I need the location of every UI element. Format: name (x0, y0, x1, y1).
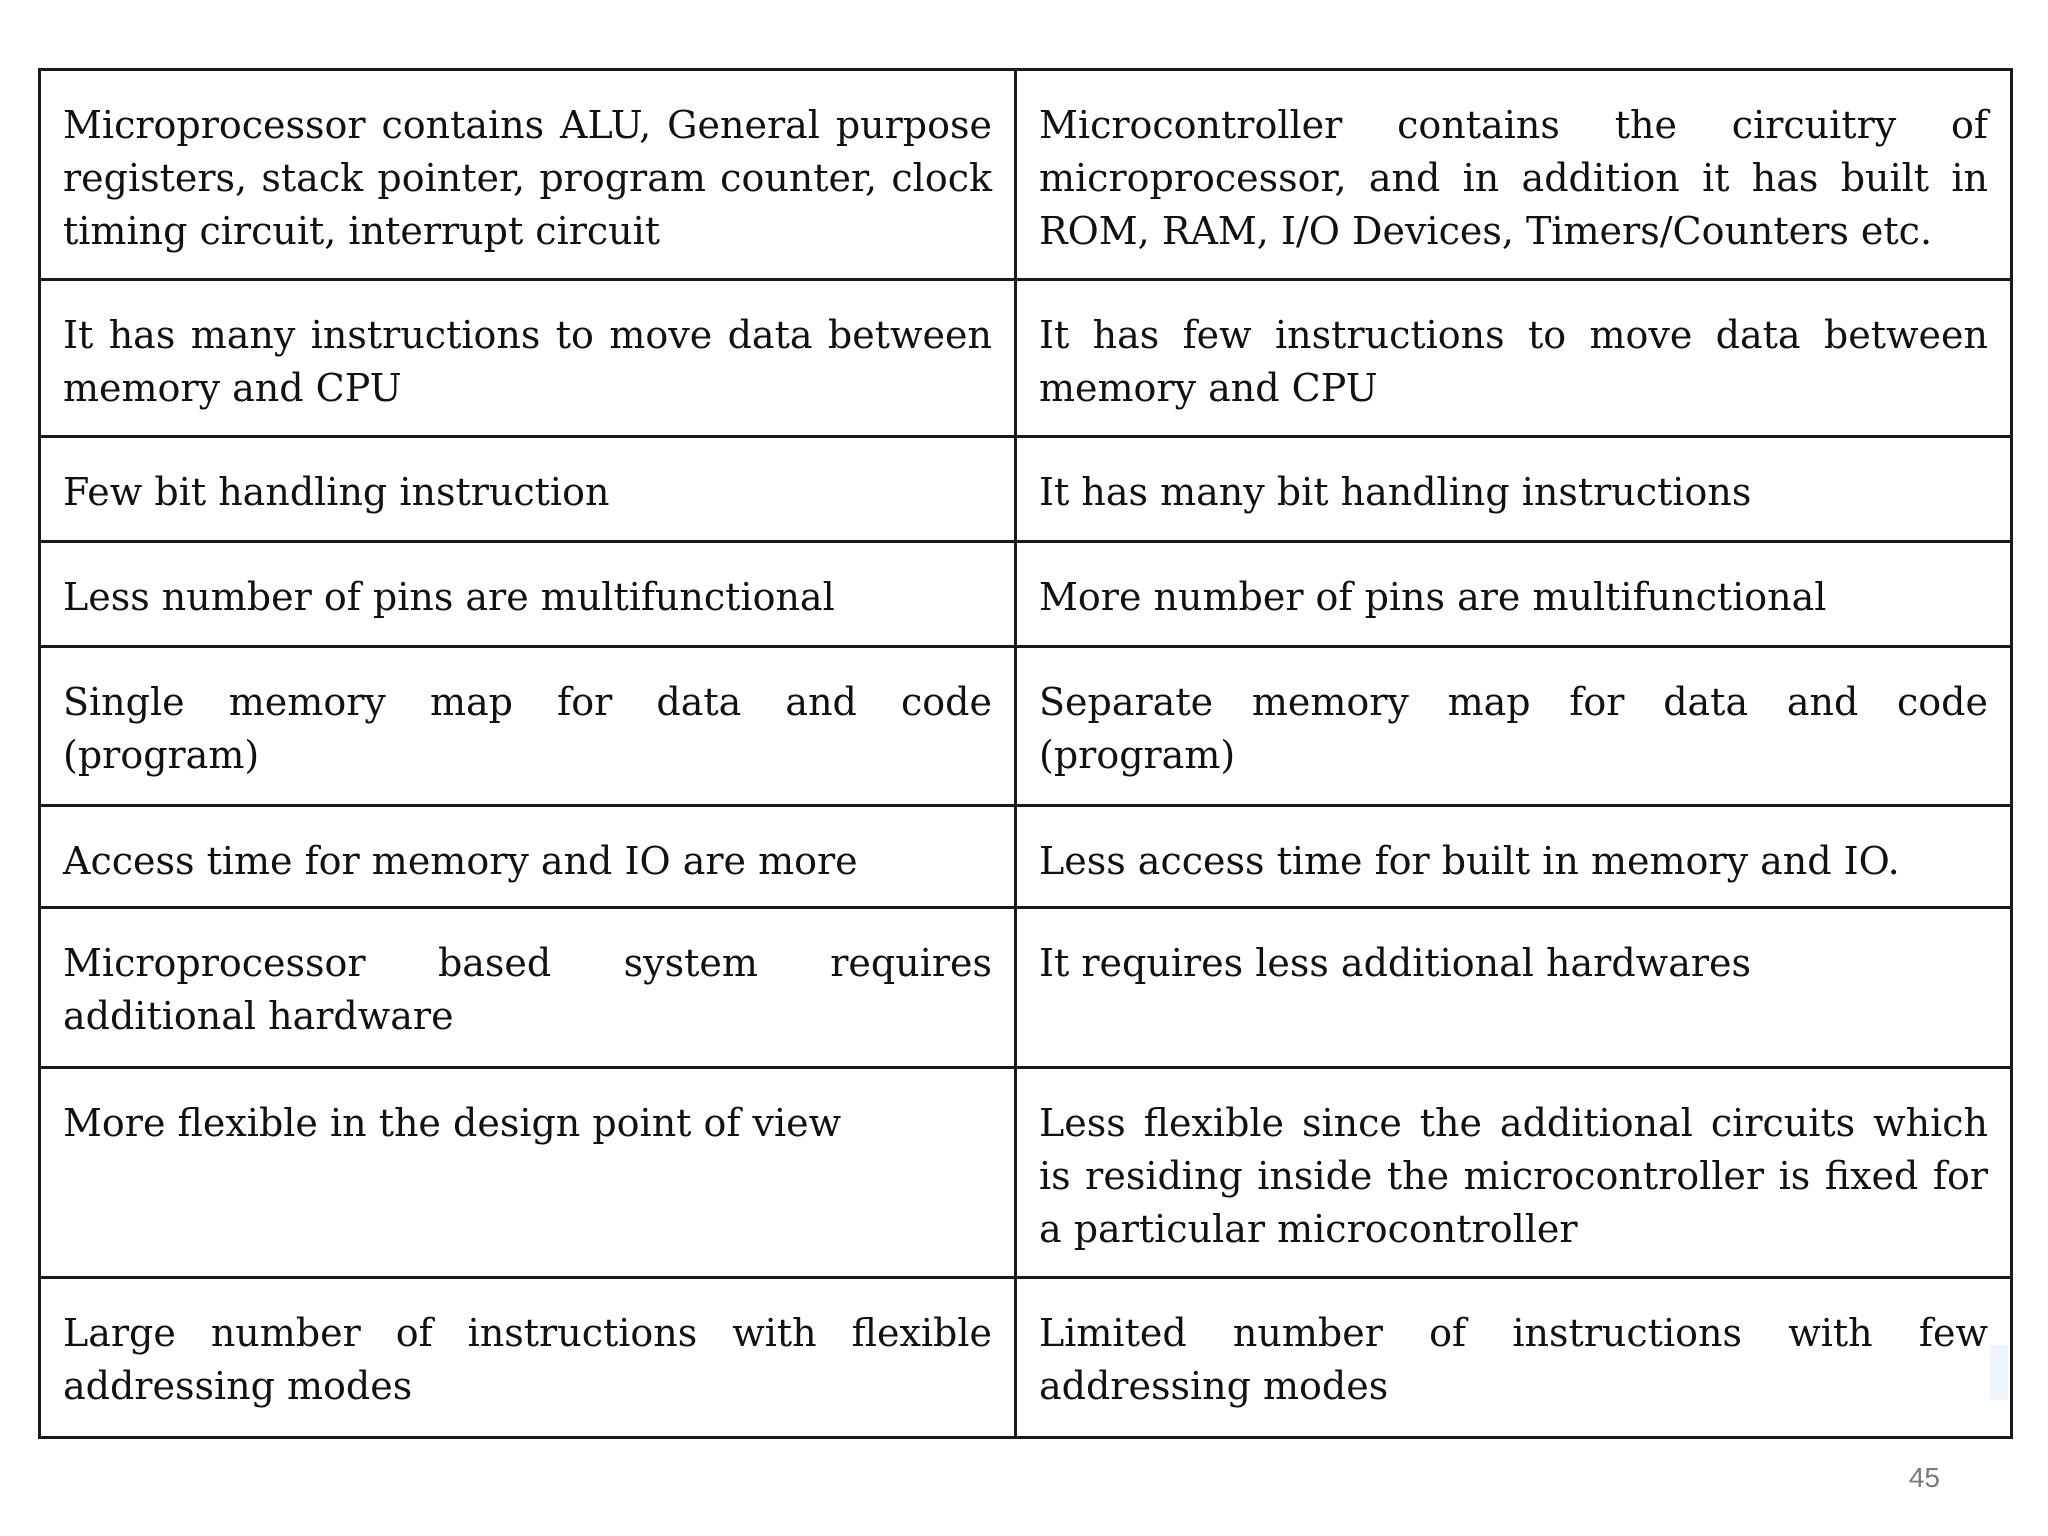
comparison-table (38, 68, 2013, 1439)
microprocessor-cell: Large number of instructions with flexible addressing modes (40, 1278, 1016, 1438)
table-row (40, 437, 2012, 542)
microcontroller-cell: It has few instructions to move data between memory and CPU (1016, 280, 2012, 437)
microcontroller-cell: Limited number of instructions with few addressing modes (1016, 1278, 2012, 1438)
microprocessor-cell: Few bit handling instruction (40, 437, 1016, 542)
table-row (40, 647, 2012, 806)
microcontroller-cell: More number of pins are multifunctional (1016, 542, 2012, 647)
microprocessor-cell: Access time for memory and IO are more (40, 806, 1016, 908)
table-row (40, 280, 2012, 437)
microcontroller-cell: Separate memory map for data and code (program) (1016, 647, 2012, 806)
microprocessor-cell: Single memory map for data and code (program) (40, 647, 1016, 806)
microprocessor-cell: Microprocessor contains ALU, General purpose registers, stack pointer, program counter, clock timing circuit, interrupt circuit (40, 70, 1016, 280)
microcontroller-cell: Less flexible since the additional circuits which is residing inside the microcontroller is fixed for a particular microcontroller (1016, 1068, 2012, 1278)
edge-highlight (1990, 1345, 2008, 1400)
microcontroller-cell: It requires less additional hardwares (1016, 908, 2012, 1068)
table-row (40, 908, 2012, 1068)
table-row (40, 70, 2012, 280)
microprocessor-cell: More flexible in the design point of view (40, 1068, 1016, 1278)
microcontroller-cell: Microcontroller contains the circuitry of microprocessor, and in addition it has built in ROM, RAM, I/O Devices, Timers/Counters etc. (1016, 70, 2012, 280)
page-number: 45 (1908, 1462, 1940, 1493)
table-row (40, 1278, 2012, 1438)
microprocessor-cell: Less number of pins are multifunctional (40, 542, 1016, 647)
table-row (40, 806, 2012, 908)
table-row (40, 542, 2012, 647)
microprocessor-cell: It has many instructions to move data between memory and CPU (40, 280, 1016, 437)
table-row (40, 1068, 2012, 1278)
microprocessor-cell: Microprocessor based system requires additional hardware (40, 908, 1016, 1068)
microcontroller-cell: Less access time for built in memory and IO. (1016, 806, 2012, 908)
microcontroller-cell: It has many bit handling instructions (1016, 437, 2012, 542)
